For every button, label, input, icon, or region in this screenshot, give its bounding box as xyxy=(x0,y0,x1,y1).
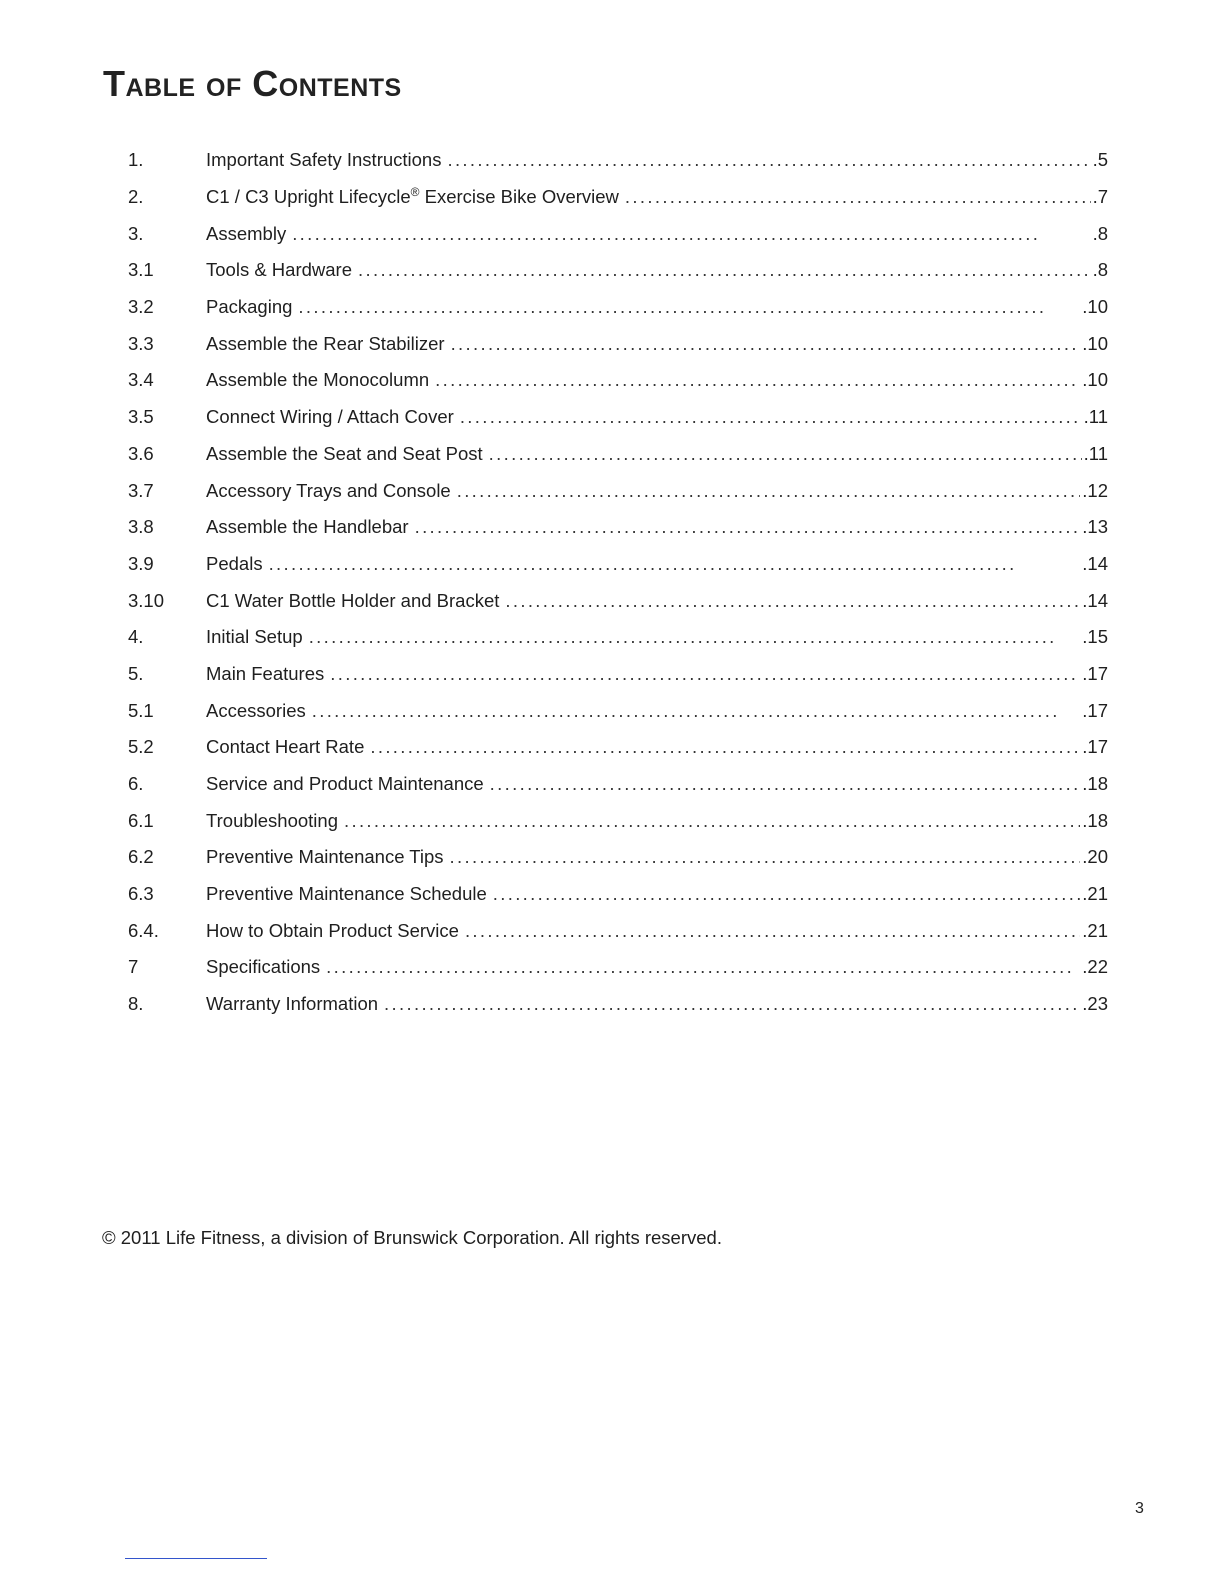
toc-entry[interactable] xyxy=(128,399,1108,436)
toc-entry-page: .15 xyxy=(1082,626,1108,648)
toc-entry[interactable] xyxy=(128,619,1108,656)
toc-dot-leader xyxy=(269,553,1081,575)
toc-entry[interactable] xyxy=(128,325,1108,362)
toc-entry-title xyxy=(206,553,269,575)
toc-entry-title xyxy=(206,259,358,281)
toc-dot-leader xyxy=(309,626,1081,648)
toc-entry[interactable] xyxy=(128,362,1108,399)
toc-entry[interactable] xyxy=(128,766,1108,803)
toc-dot-leader xyxy=(312,700,1081,722)
toc-dot-leader xyxy=(415,516,1081,538)
toc-entry-page: .22 xyxy=(1082,956,1108,978)
toc-entry-title-text: Accessories xyxy=(206,699,306,721)
toc-entry-title xyxy=(206,663,330,685)
toc-entry-number: 3.10 xyxy=(128,589,165,611)
toc-entry-title xyxy=(206,810,344,832)
toc-entry[interactable] xyxy=(128,546,1108,583)
toc-entry-page: .10 xyxy=(1082,369,1108,391)
toc-entry-title-text-continued: Exercise Bike Overview xyxy=(419,186,619,208)
toc-entry-title-text: Assemble the Handlebar xyxy=(206,516,409,538)
toc-entry-number: 2. xyxy=(128,186,144,208)
toc-entry-title-text: Accessory Trays and Console xyxy=(206,479,451,501)
toc-entry-page: .17 xyxy=(1082,736,1108,758)
toc-dot-leader xyxy=(460,406,1082,428)
toc-entry-page: .18 xyxy=(1082,773,1108,795)
toc-entry-title xyxy=(206,626,309,648)
page-number: 3 xyxy=(1135,1500,1144,1517)
toc-dot-leader xyxy=(447,149,1090,171)
toc-entry[interactable] xyxy=(128,656,1108,693)
toc-entry-title-text: Connect Wiring / Attach Cover xyxy=(206,406,454,428)
toc-dot-leader xyxy=(358,259,1091,281)
toc-dot-leader xyxy=(298,296,1080,318)
toc-entry-title-text: Preventive Maintenance Tips xyxy=(206,846,444,868)
toc-entry-page: .5 xyxy=(1092,149,1108,171)
toc-entry[interactable] xyxy=(128,436,1108,473)
toc-entry-title-text: C1 Water Bottle Holder and Bracket xyxy=(206,589,500,611)
toc-entry-number: 5. xyxy=(128,662,144,684)
toc-entry-title xyxy=(206,480,457,502)
toc-entry[interactable] xyxy=(128,472,1108,509)
toc-entry-page: .14 xyxy=(1082,589,1108,611)
toc-entry-title-text: Troubleshooting xyxy=(206,809,338,831)
toc-dot-leader xyxy=(330,663,1080,685)
toc-dot-leader xyxy=(505,590,1080,612)
toc-entry-number: 3.6 xyxy=(128,442,154,464)
toc-entry[interactable] xyxy=(128,729,1108,766)
toc-entry-number: 3.3 xyxy=(128,332,154,354)
toc-entry-number: 3.5 xyxy=(128,406,154,428)
toc-entry-title xyxy=(206,223,292,245)
toc-entry-title-text: Assemble the Monocolumn xyxy=(206,369,430,391)
toc-entry-number: 6.1 xyxy=(128,809,154,831)
toc-entry-title xyxy=(206,406,460,428)
toc-entry[interactable] xyxy=(128,839,1108,876)
toc-entry[interactable] xyxy=(128,692,1108,729)
toc-entry-page: .10 xyxy=(1082,332,1108,354)
toc-entry-title-text: Main Features xyxy=(206,662,325,684)
toc-entry-title-text: How to Obtain Product Service xyxy=(206,919,459,941)
toc-entry-page: .7 xyxy=(1092,186,1108,208)
toc-entry-page: .8 xyxy=(1092,259,1108,281)
toc-entry-title-text: Contact Heart Rate xyxy=(206,736,365,758)
toc-entry-page: .23 xyxy=(1082,993,1108,1015)
toc-entry-number: 3.8 xyxy=(128,516,154,538)
toc-entry-title xyxy=(206,296,298,318)
toc-dot-leader xyxy=(370,736,1080,758)
toc-entry-title xyxy=(206,516,415,538)
toc-entry-page: .8 xyxy=(1092,222,1108,244)
toc-entry-title-text: Pedals xyxy=(206,552,263,574)
toc-entry-title xyxy=(206,736,370,758)
toc-entry-number: 3.2 xyxy=(128,296,154,318)
toc-entry-number: 6. xyxy=(128,773,144,795)
toc-entry[interactable] xyxy=(128,949,1108,986)
toc-entry-title xyxy=(206,773,490,795)
toc-entry-title xyxy=(206,883,493,905)
toc-entry-number: 1. xyxy=(128,149,144,171)
toc-entry[interactable] xyxy=(128,912,1108,949)
toc-entry[interactable] xyxy=(128,215,1108,252)
toc-entry-number: 5.1 xyxy=(128,699,154,721)
toc-entry-title-text: Preventive Maintenance Schedule xyxy=(206,883,487,905)
registered-trademark-mark: ® xyxy=(410,185,420,200)
toc-entry[interactable] xyxy=(128,289,1108,326)
toc-entry-title xyxy=(206,700,312,722)
toc-entry-number: 4. xyxy=(128,626,144,648)
toc-entry-number: 3.1 xyxy=(128,259,154,281)
toc-entry-page: .10 xyxy=(1082,296,1108,318)
toc-dot-leader xyxy=(326,956,1080,978)
toc-entry-title-text: Assemble the Rear Stabilizer xyxy=(206,332,445,354)
toc-entry-number: 6.2 xyxy=(128,846,154,868)
toc-entry-title-text: Assemble the Seat and Seat Post xyxy=(206,442,483,464)
toc-entry-title-text: Specifications xyxy=(206,956,321,978)
toc-entry-title xyxy=(206,590,505,612)
toc-entry-title-text: Warranty Information xyxy=(206,993,379,1015)
toc-dot-leader xyxy=(450,846,1081,868)
toc-entry-title xyxy=(206,846,450,868)
toc-entry-title xyxy=(206,186,625,208)
toc-dot-leader xyxy=(465,920,1080,942)
toc-entry[interactable] xyxy=(128,142,1108,179)
toc-entry[interactable] xyxy=(128,802,1108,839)
toc-entry-title xyxy=(206,333,451,355)
toc-entry-title xyxy=(206,956,326,978)
footer-rule xyxy=(125,1558,267,1559)
toc-entry-number: 6.4. xyxy=(128,919,159,941)
toc-entry-number: 5.2 xyxy=(128,736,154,758)
toc-entry-page: .11 xyxy=(1083,406,1108,428)
toc-entry-number: 3.7 xyxy=(128,479,154,501)
toc-entry-number: 3.4 xyxy=(128,369,154,391)
toc-entry-page: .21 xyxy=(1082,919,1108,941)
toc-dot-leader xyxy=(292,223,1090,245)
toc-dot-leader xyxy=(625,186,1091,208)
toc-dot-leader xyxy=(489,443,1082,465)
toc-entry-page: .11 xyxy=(1083,442,1108,464)
toc-entry-page: .21 xyxy=(1082,883,1108,905)
toc-entry-title-text: Tools & Hardware xyxy=(206,259,353,281)
toc-entry-number: 3.9 xyxy=(128,552,154,574)
toc-entry-page: .14 xyxy=(1082,552,1108,574)
toc-entry-number: 8. xyxy=(128,993,144,1015)
toc-dot-leader xyxy=(490,773,1081,795)
toc-entry[interactable] xyxy=(128,252,1108,289)
toc-entry-title xyxy=(206,993,384,1015)
toc-entry-number: 6.3 xyxy=(128,883,154,905)
toc-entry-page: .12 xyxy=(1082,479,1108,501)
toc-entry-title xyxy=(206,920,465,942)
toc-entry-page: .13 xyxy=(1082,516,1108,538)
toc-dot-leader xyxy=(493,883,1081,905)
toc-entry[interactable] xyxy=(128,509,1108,546)
toc-entry-title-text: Service and Product Maintenance xyxy=(206,773,484,795)
table-of-contents xyxy=(128,142,1108,1023)
toc-entry-title-text: Assembly xyxy=(206,222,287,244)
toc-entry-title xyxy=(206,149,447,171)
copyright-notice: © 2011 Life Fitness, a division of Brunswick Corporation. All rights reserved. xyxy=(102,1227,722,1248)
toc-entry-page: .17 xyxy=(1082,662,1108,684)
toc-entry-title xyxy=(206,443,489,465)
toc-entry-title-text: C1 / C3 Upright Lifecycle xyxy=(206,186,411,208)
toc-dot-leader xyxy=(457,480,1081,502)
toc-entry-title-text: Initial Setup xyxy=(206,626,303,648)
toc-entry[interactable] xyxy=(128,986,1108,1023)
toc-entry-number: 7 xyxy=(128,956,139,978)
toc-entry[interactable] xyxy=(128,179,1108,216)
toc-entry-page: .17 xyxy=(1082,699,1108,721)
toc-dot-leader xyxy=(451,333,1081,355)
toc-dot-leader xyxy=(384,993,1080,1015)
toc-entry-page: .20 xyxy=(1082,846,1108,868)
toc-entry-title xyxy=(206,369,435,391)
toc-entry-number: 3. xyxy=(128,222,144,244)
toc-entry-title-text: Packaging xyxy=(206,296,293,318)
toc-entry-title-text: Important Safety Instructions xyxy=(206,149,442,171)
toc-dot-leader xyxy=(435,369,1080,391)
toc-dot-leader xyxy=(344,810,1080,832)
toc-entry[interactable] xyxy=(128,876,1108,913)
page-title: Table of Contents xyxy=(103,63,402,104)
toc-entry[interactable] xyxy=(128,582,1108,619)
toc-entry-page: .18 xyxy=(1082,809,1108,831)
